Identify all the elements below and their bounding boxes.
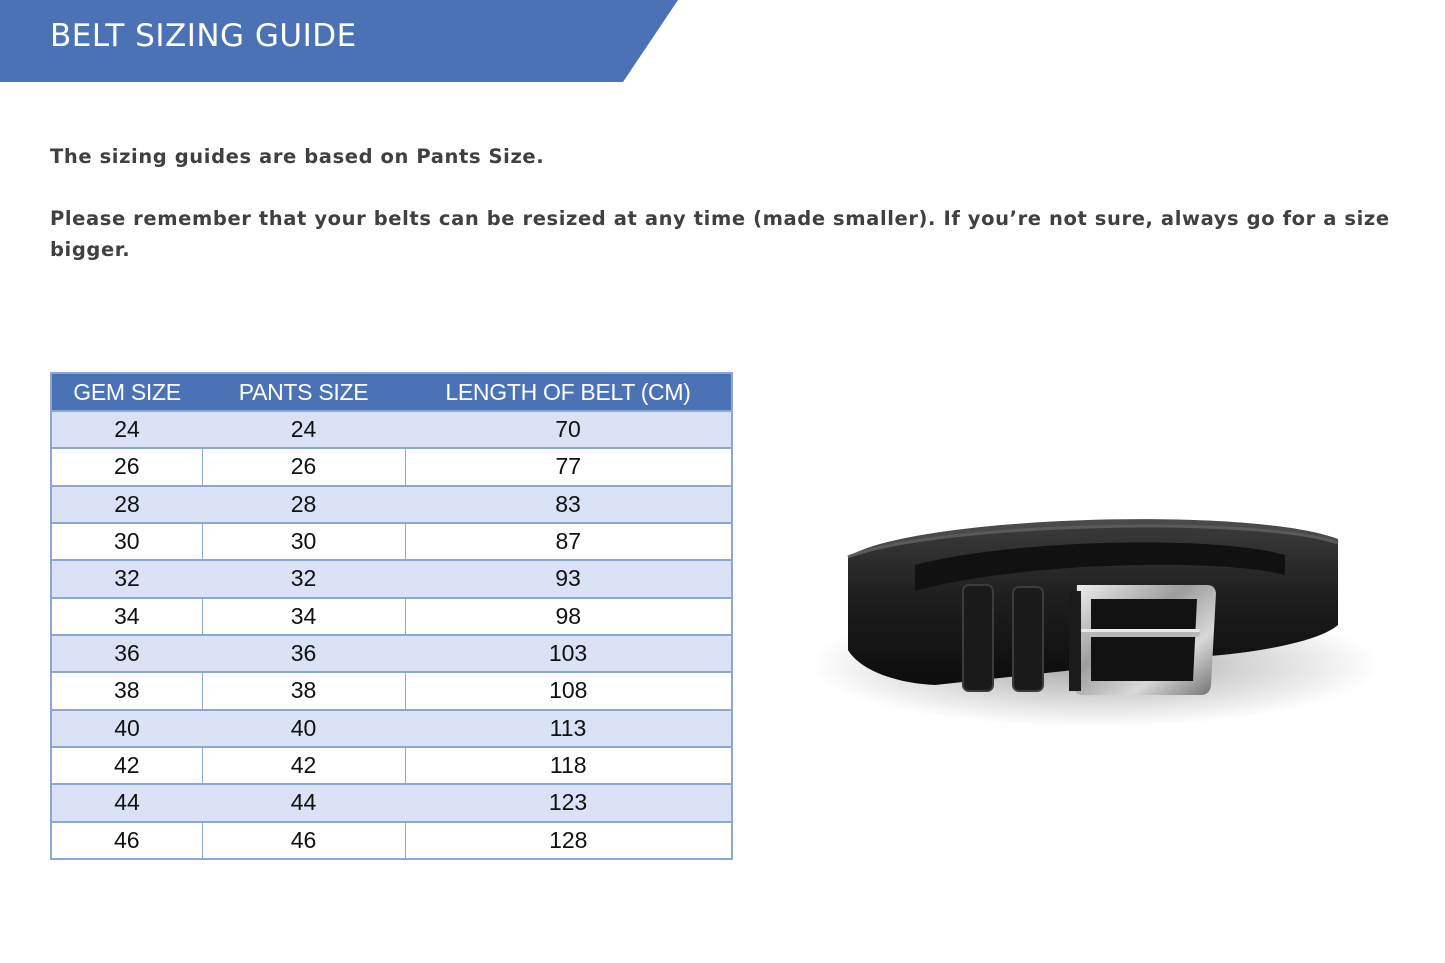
pants-size-cell: 32 xyxy=(202,560,405,597)
header-pants-size: PANTS SIZE xyxy=(202,373,405,411)
table-row xyxy=(51,523,732,560)
pants-size-cell: 30 xyxy=(202,523,405,560)
pants-size-cell: 26 xyxy=(202,448,405,485)
belt-length-cell: 118 xyxy=(405,747,732,784)
gem-size-cell: 44 xyxy=(51,784,202,821)
pants-size-cell: 36 xyxy=(202,635,405,672)
belt-icon xyxy=(815,505,1375,735)
gem-size-cell: 40 xyxy=(51,710,202,747)
table-header-row xyxy=(51,373,732,411)
intro-line-1: The sizing guides are based on Pants Size. xyxy=(50,145,545,168)
pants-size-cell: 24 xyxy=(202,411,405,448)
table-row xyxy=(51,560,732,597)
pants-size-cell: 38 xyxy=(202,672,405,709)
belt-length-cell: 70 xyxy=(405,411,732,448)
table-row xyxy=(51,710,732,747)
pants-size-cell: 46 xyxy=(202,822,405,859)
gem-size-cell: 26 xyxy=(51,448,202,485)
table-row xyxy=(51,672,732,709)
belt-length-cell: 93 xyxy=(405,560,732,597)
gem-size-cell: 36 xyxy=(51,635,202,672)
belt-length-cell: 98 xyxy=(405,598,732,635)
table-row xyxy=(51,747,732,784)
table-row xyxy=(51,486,732,523)
pants-size-cell: 44 xyxy=(202,784,405,821)
gem-size-cell: 38 xyxy=(51,672,202,709)
gem-size-cell: 34 xyxy=(51,598,202,635)
belt-length-cell: 108 xyxy=(405,672,732,709)
gem-size-cell: 28 xyxy=(51,486,202,523)
belt-length-cell: 83 xyxy=(405,486,732,523)
intro-text xyxy=(50,141,1410,265)
size-table xyxy=(50,372,733,860)
belt-length-cell: 128 xyxy=(405,822,732,859)
pants-size-cell: 40 xyxy=(202,710,405,747)
belt-length-cell: 87 xyxy=(405,523,732,560)
gem-size-cell: 32 xyxy=(51,560,202,597)
pants-size-cell: 42 xyxy=(202,747,405,784)
table-row xyxy=(51,598,732,635)
belt-length-cell: 103 xyxy=(405,635,732,672)
table-row xyxy=(51,784,732,821)
belt-length-cell: 77 xyxy=(405,448,732,485)
header-gem-size: GEM SIZE xyxy=(51,373,202,411)
intro-line-2: Please remember that your belts can be resized at any time (made smaller). If you’re not sure, always go for a size bigger. xyxy=(50,207,1390,261)
page-title: BELT SIZING GUIDE xyxy=(50,18,357,54)
belt-image xyxy=(815,505,1375,735)
belt-length-cell: 113 xyxy=(405,710,732,747)
gem-size-cell: 42 xyxy=(51,747,202,784)
belt-length-cell: 123 xyxy=(405,784,732,821)
pants-size-cell: 28 xyxy=(202,486,405,523)
gem-size-cell: 46 xyxy=(51,822,202,859)
table-row xyxy=(51,448,732,485)
table-row xyxy=(51,411,732,448)
table-row xyxy=(51,635,732,672)
header-belt-length: LENGTH OF BELT (CM) xyxy=(405,373,732,411)
gem-size-cell: 24 xyxy=(51,411,202,448)
pants-size-cell: 34 xyxy=(202,598,405,635)
gem-size-cell: 30 xyxy=(51,523,202,560)
table-row xyxy=(51,822,732,859)
